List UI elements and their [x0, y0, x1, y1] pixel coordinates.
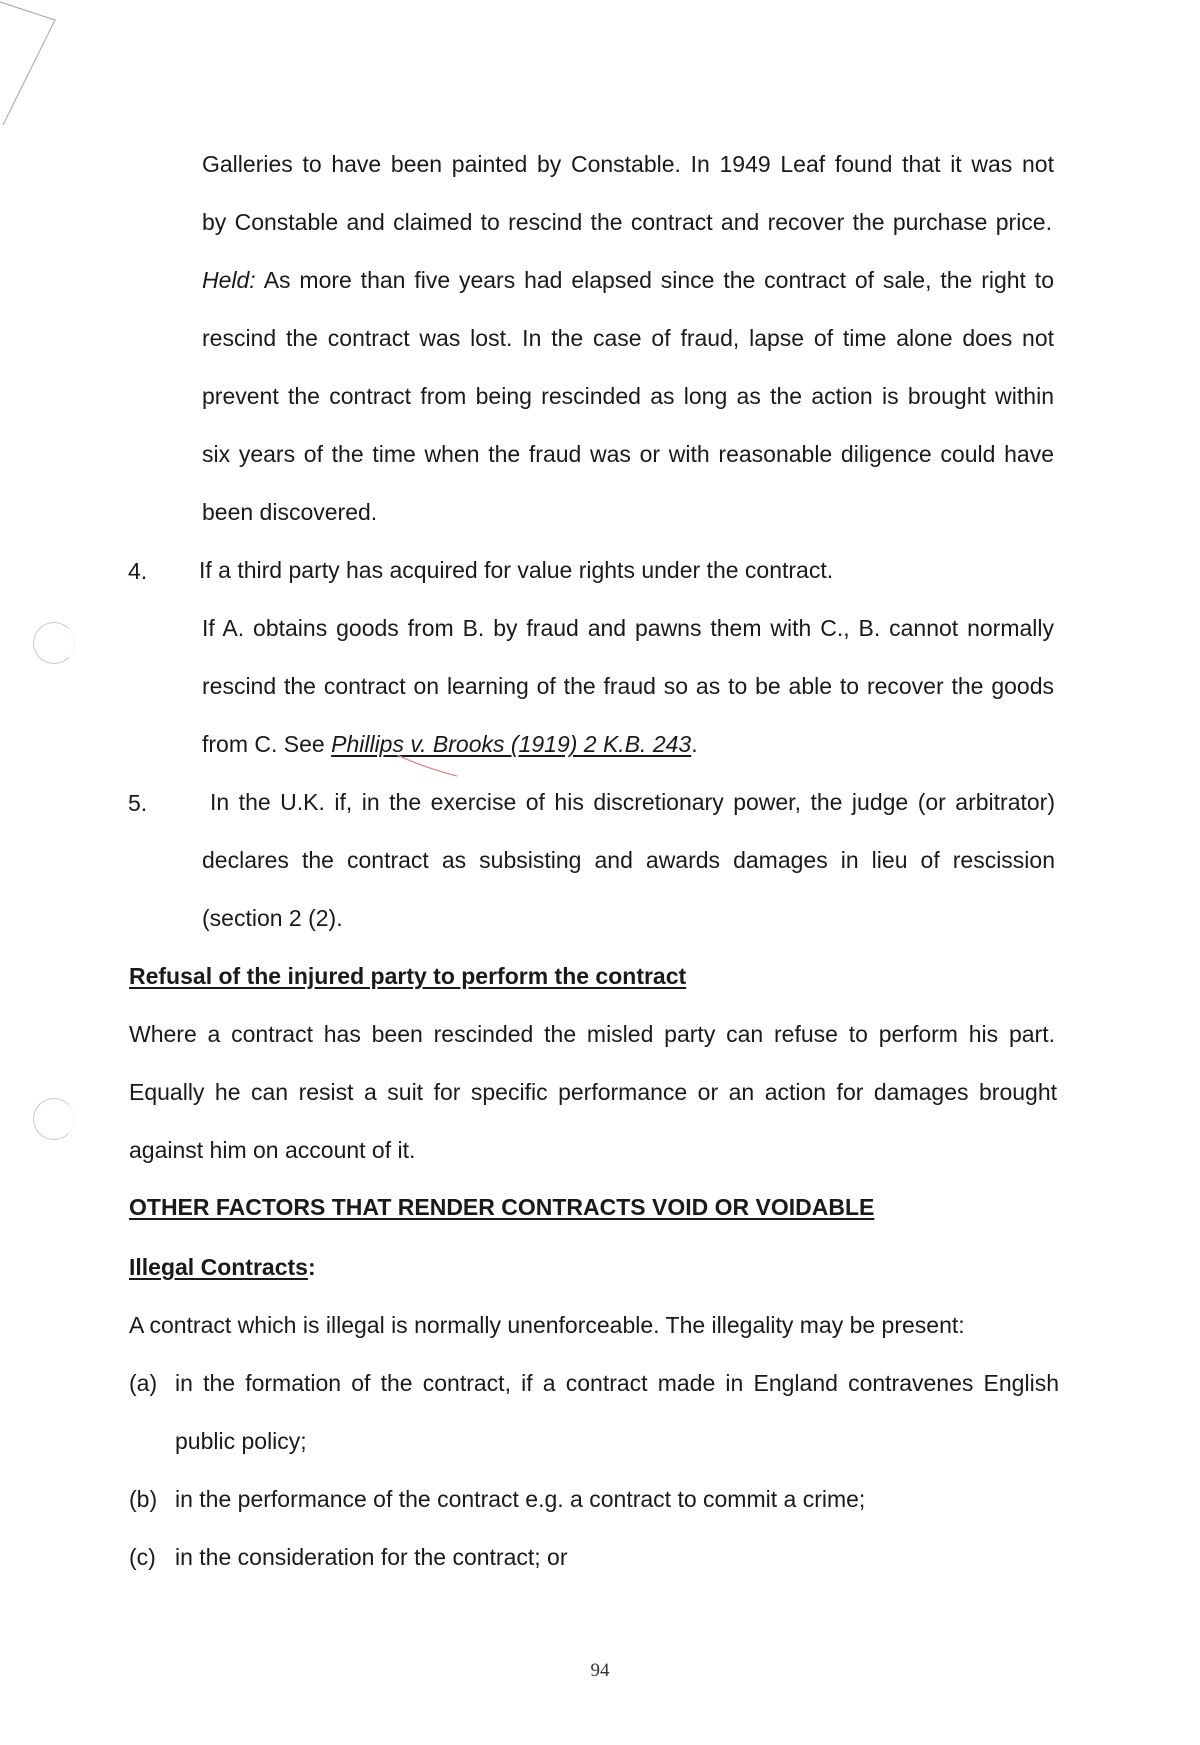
- refusal-line: Where a contract has been rescinded the misled party can refuse to perform his part.: [129, 1021, 1055, 1047]
- illegal-heading: Illegal Contracts: [129, 1254, 308, 1280]
- punch-hole-bottom: [33, 1098, 75, 1140]
- item-4-number: 4.: [128, 558, 148, 584]
- refusal-line: against him on account of it.: [129, 1137, 416, 1163]
- continuation-line: As more than five years had elapsed since the contract of sale, the right to: [263, 267, 1054, 293]
- page-number: 94: [590, 1660, 610, 1681]
- refusal-heading: Refusal of the injured party to perform the contract: [129, 963, 687, 989]
- corner-fold-mark: [0, 0, 70, 130]
- item-4-example-line: rescind the contract on learning of the fraud so as to be able to recover the goods: [202, 673, 1054, 699]
- see-suffix: .: [691, 731, 698, 757]
- continuation-line: been discovered.: [202, 499, 378, 525]
- item-a-line: public policy;: [175, 1428, 307, 1454]
- item-5-line: declares the contract as subsisting and awards damages in lieu of rescission: [202, 847, 1055, 873]
- item-c-label: (c): [129, 1544, 156, 1570]
- continuation-held-line: [202, 265, 1054, 295]
- item-5-line: (section 2 (2).: [202, 905, 343, 931]
- continuation-line: rescind the contract was lost. In the case of fraud, lapse of time alone does not: [202, 325, 1054, 351]
- punch-hole-top: [33, 622, 75, 664]
- illegal-heading-line: [129, 1252, 316, 1282]
- item-5-number: 5.: [128, 790, 148, 816]
- item-4-text: If a third party has acquired for value rights under the contract.: [199, 557, 834, 583]
- case-citation: Phillips v. Brooks (1919) 2 K.B. 243: [331, 731, 692, 757]
- other-factors-heading: OTHER FACTORS THAT RENDER CONTRACTS VOID OR VOIDABLE: [129, 1194, 875, 1220]
- continuation-line: by Constable and claimed to rescind the contract and recover the purchase price.: [202, 209, 1052, 235]
- illegal-intro: A contract which is illegal is normally unenforceable. The illegality may be present:: [129, 1312, 965, 1338]
- item-b-line: in the performance of the contract e.g. a contract to commit a crime;: [175, 1486, 866, 1512]
- item-b-label: (b): [129, 1486, 158, 1512]
- pen-mark: [395, 752, 465, 782]
- refusal-line: Equally he can resist a suit for specific performance or an action for damages brought: [129, 1079, 1057, 1105]
- item-a-label: (a): [129, 1370, 158, 1396]
- item-a-line: in the formation of the contract, if a contract made in England contravenes English: [175, 1370, 1059, 1396]
- held-label: Held:: [202, 267, 256, 293]
- see-prefix: from C. See: [202, 731, 332, 757]
- item-c-line: in the consideration for the contract; or: [175, 1544, 568, 1570]
- item-4-example-line: If A. obtains goods from B. by fraud and pawns them with C., B. cannot normally: [202, 615, 1054, 641]
- illegal-heading-colon: :: [307, 1254, 316, 1280]
- item-5-line: In the U.K. if, in the exercise of his discretionary power, the judge (or arbitrator): [210, 789, 1055, 815]
- continuation-line: prevent the contract from being rescinded as long as the action is brought within: [202, 383, 1054, 409]
- continuation-line: six years of the time when the fraud was or with reasonable diligence could have: [202, 441, 1054, 467]
- continuation-line: Galleries to have been painted by Constable. In 1949 Leaf found that it was not: [202, 151, 1054, 177]
